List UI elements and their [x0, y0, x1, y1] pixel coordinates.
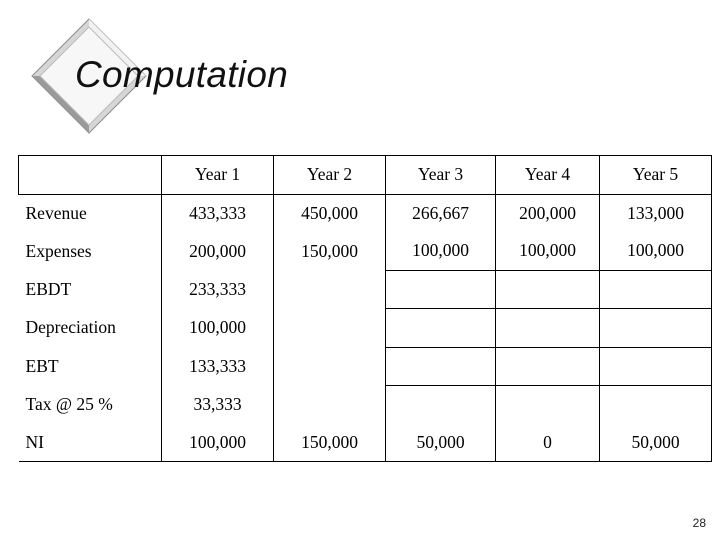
row-label: NI	[19, 424, 162, 462]
table-cell: 450,000	[274, 194, 386, 232]
page-number: 28	[692, 516, 706, 530]
row-label: EBDT	[19, 270, 162, 309]
table-cell	[386, 309, 496, 348]
table-cell: 50,000	[600, 424, 712, 462]
header-cell-year-5: Year 5	[600, 156, 712, 195]
header-cell-year-4: Year 4	[496, 156, 600, 195]
header-cell-year-2: Year 2	[274, 156, 386, 195]
table-row-ni	[19, 424, 712, 462]
table-cell	[496, 309, 600, 348]
table-row-ebdt	[19, 270, 712, 309]
header-cell-year-3: Year 3	[386, 156, 496, 195]
table-cell: 0	[496, 424, 600, 462]
table-cell	[600, 347, 712, 386]
table-cell: 100,000	[496, 232, 600, 270]
table-cell: 233,333	[162, 270, 274, 309]
row-label: Tax @ 25 %	[19, 386, 162, 424]
table-row-depreciation	[19, 309, 712, 348]
table-cell	[386, 347, 496, 386]
table-row-revenue	[19, 194, 712, 232]
row-label: Depreciation	[19, 309, 162, 348]
table-cell: 200,000	[496, 194, 600, 232]
table-cell: 133,000	[600, 194, 712, 232]
table-cell	[600, 309, 712, 348]
table-row-expenses	[19, 232, 712, 270]
table-cell: 133,333	[162, 347, 274, 386]
table-cell	[386, 270, 496, 309]
table-cell: 100,000	[386, 232, 496, 270]
table-cell: 150,000	[274, 232, 386, 270]
table-cell	[274, 309, 386, 348]
header-cell-empty	[19, 156, 162, 195]
table-cell	[274, 386, 386, 424]
header-cell-year-1: Year 1	[162, 156, 274, 195]
table-cell: 100,000	[600, 232, 712, 270]
table-row-ebt	[19, 347, 712, 386]
row-label: Revenue	[19, 194, 162, 232]
table-cell	[496, 347, 600, 386]
table-cell	[600, 386, 712, 424]
table-cell	[600, 270, 712, 309]
table-cell: 200,000	[162, 232, 274, 270]
table-header-row	[19, 156, 712, 195]
table-cell	[496, 270, 600, 309]
table-cell	[386, 386, 496, 424]
table-cell: 266,667	[386, 194, 496, 232]
table-cell	[274, 347, 386, 386]
table-row-tax	[19, 386, 712, 424]
table-cell: 33,333	[162, 386, 274, 424]
table-cell	[274, 270, 386, 309]
table-cell: 100,000	[162, 309, 274, 348]
table-cell: 100,000	[162, 424, 274, 462]
row-label: Expenses	[19, 232, 162, 270]
table-cell: 150,000	[274, 424, 386, 462]
computation-table	[18, 155, 712, 462]
row-label: EBT	[19, 347, 162, 386]
page-title: Computation	[75, 54, 289, 95]
table-cell: 50,000	[386, 424, 496, 462]
table-cell: 433,333	[162, 194, 274, 232]
table-cell	[496, 386, 600, 424]
